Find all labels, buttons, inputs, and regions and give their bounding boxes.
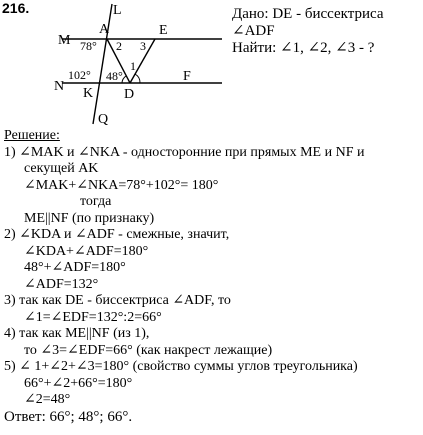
solution-line: 48°+∠ADF=180° (24, 260, 126, 275)
label-d: D (124, 87, 135, 102)
solution-line: секущей AK (24, 161, 99, 176)
label-q: Q (98, 112, 109, 127)
label-k: K (83, 86, 94, 101)
label-48: 48° (106, 69, 123, 83)
problem-number: 216. (2, 0, 30, 16)
solution-line: ∠2=48° (24, 392, 71, 407)
label-m: M (58, 33, 71, 48)
solution-line: 4) так как ME||NF (из 1), (4, 326, 150, 341)
solution-line: 1) ∠MAK и ∠NKA - односторонние при прямых ME и NF и (4, 144, 365, 160)
solution-line: 2) ∠KDA и ∠ADF - смежные, значит, (4, 227, 230, 242)
angle-1-arc (135, 74, 140, 83)
label-n: N (54, 79, 65, 94)
solution-line: 5) ∠ 1+∠2+∠3=180° (свойство суммы углов треугольника) (4, 359, 358, 374)
label-3: 3 (140, 39, 146, 53)
label-e: E (159, 23, 168, 38)
label-f: F (183, 69, 191, 84)
label-78: 78° (80, 39, 97, 53)
solution-line: ∠1=∠EDF=132°:2=66° (24, 309, 162, 325)
solution-line: то ∠3=∠EDF=66° (как накрест лежащие) (24, 342, 273, 358)
given-block (232, 6, 384, 57)
solution-line: ME||NF (по признаку) (24, 210, 155, 226)
answer-line: Ответ: 66°; 48°; 66°. (4, 408, 133, 425)
given-line-2: ∠ADF (232, 23, 275, 39)
label-l: L (113, 3, 122, 18)
solution-line: тогда (80, 194, 112, 209)
solution-line: 66°+∠2+66°=180° (24, 375, 133, 391)
label-2: 2 (116, 39, 122, 53)
solution-block (4, 128, 420, 425)
label-a: A (99, 22, 110, 37)
given-line-1: Дано: DE - биссектриса (232, 6, 384, 22)
label-102: 102° (68, 68, 91, 82)
solution-line: ∠ADF=132° (24, 276, 99, 292)
solution-heading: Решение: (4, 128, 60, 143)
label-1: 1 (130, 59, 136, 73)
geometry-diagram (40, 0, 230, 128)
solution-line: ∠KDA+∠ADF=180° (24, 243, 149, 259)
given-line-3: Найти: ∠1, ∠2, ∠3 - ? (232, 40, 375, 56)
solution-line: 3) так как DE - биссектриса ∠ADF, то (4, 293, 231, 308)
solution-line: ∠MAK+∠NKA=78°+102°= 180° (24, 177, 219, 193)
